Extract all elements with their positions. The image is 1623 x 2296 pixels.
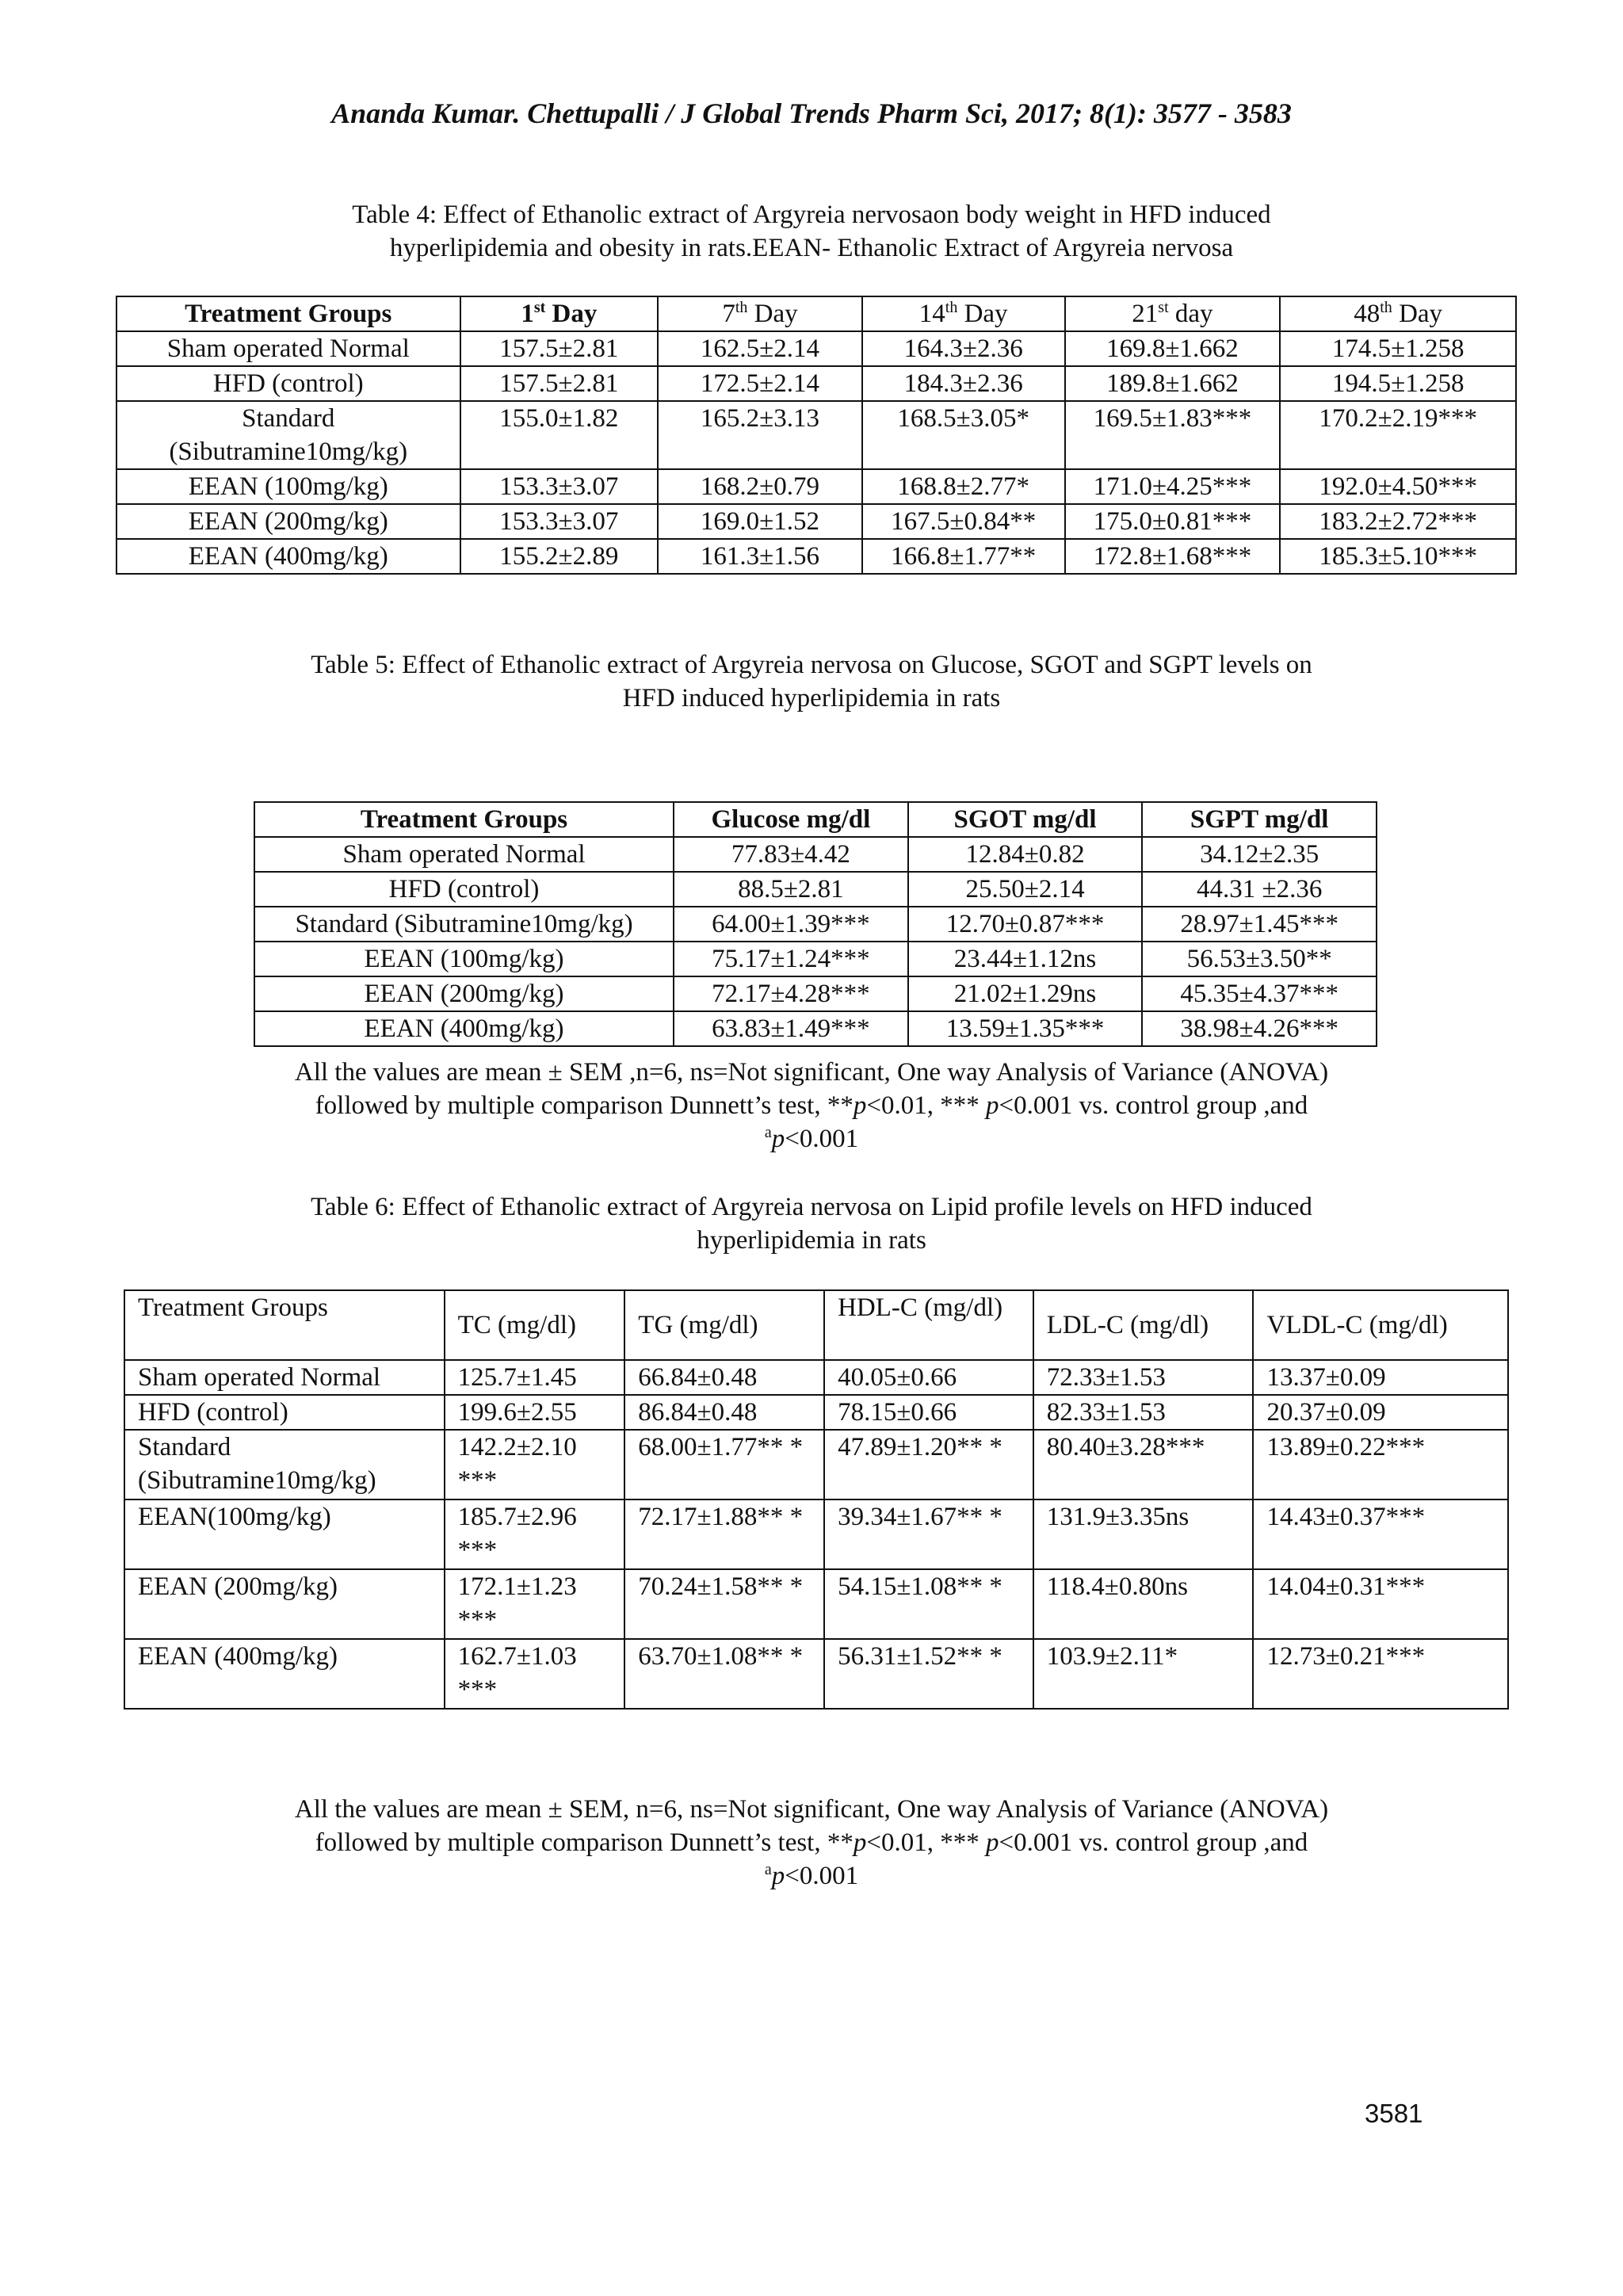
table6-cell: HFD (control)	[124, 1395, 445, 1430]
table4-cell: 189.8±1.662	[1065, 366, 1281, 401]
table5-cell: 25.50±2.14	[908, 872, 1143, 907]
table4-cell: 192.0±4.50***	[1280, 469, 1516, 504]
table5-cell: 72.17±4.28***	[674, 976, 908, 1011]
table4-header-cell: 21st day	[1065, 296, 1281, 331]
table6-cell: 63.70±1.08** *	[624, 1639, 824, 1709]
table6-cell: 72.17±1.88** *	[624, 1499, 824, 1569]
table5-header-cell: Glucose mg/dl	[674, 802, 908, 837]
table4-cell: 164.3±2.36	[862, 331, 1065, 366]
table4-caption-line: Table 4: Effect of Ethanolic extract of Argyreia nervosaon body weight in HFD induced	[352, 201, 1271, 229]
footnote-line: $^a$p<0.001	[764, 1861, 859, 1890]
table5-cell: HFD (control)	[254, 872, 674, 907]
table6-cell: 47.89±1.20** *	[824, 1430, 1033, 1499]
table5-cell: 28.97±1.45***	[1142, 907, 1377, 942]
table4-cell: 155.0±1.82	[460, 401, 659, 469]
table6-cell: 162.7±1.03 ***	[445, 1639, 625, 1709]
table4	[116, 296, 1517, 575]
table6-cell: 72.33±1.53	[1033, 1360, 1254, 1395]
table4-cell: 175.0±0.81***	[1065, 504, 1281, 539]
table4-caption	[0, 198, 1623, 265]
table6-cell: 20.37±0.09	[1253, 1395, 1508, 1430]
table6-cell: 70.24±1.58** *	[624, 1569, 824, 1639]
table6-cell: 56.31±1.52** *	[824, 1639, 1033, 1709]
table5-cell: 38.98±4.26***	[1142, 1011, 1377, 1046]
table4-cell: 165.2±3.13	[658, 401, 862, 469]
table5-footnote	[0, 1056, 1623, 1156]
table4-row	[116, 504, 1516, 539]
table5-row	[254, 976, 1377, 1011]
table5-cell: 63.83±1.49***	[674, 1011, 908, 1046]
table4-cell: Sham operated Normal	[116, 331, 460, 366]
table5-cell: 34.12±2.35	[1142, 837, 1377, 872]
footnote-line: All the values are mean ± SEM, n=6, ns=Not significant, One way Analysis of Variance (ANOVA)	[294, 1795, 1329, 1824]
table6-cell: EEAN (400mg/kg)	[124, 1639, 445, 1709]
table4-cell: 184.3±2.36	[862, 366, 1065, 401]
table6-cell: 131.9±3.35ns	[1033, 1499, 1254, 1569]
table5-cell: EEAN (400mg/kg)	[254, 1011, 674, 1046]
table6-header-cell: Treatment Groups	[124, 1290, 445, 1360]
table4-cell: 162.5±2.14	[658, 331, 862, 366]
table4-cell: 161.3±1.56	[658, 539, 862, 574]
table6-cell: 125.7±1.45	[445, 1360, 625, 1395]
footnote-line: followed by multiple comparison Dunnett’s test, **p<0.01, *** p<0.001 vs. control group ,and	[315, 1828, 1308, 1857]
footnote-line: followed by multiple comparison Dunnett’s test, **p<0.01, *** p<0.001 vs. control group ,and	[315, 1091, 1308, 1120]
table6-cell: 14.04±0.31***	[1253, 1569, 1508, 1639]
table4-cell: EEAN (400mg/kg)	[116, 539, 460, 574]
table6-cell: 78.15±0.66	[824, 1395, 1033, 1430]
table4-cell: 167.5±0.84**	[862, 504, 1065, 539]
table4-cell: 168.2±0.79	[658, 469, 862, 504]
table6-cell: 103.9±2.11*	[1033, 1639, 1254, 1709]
table6-cell: 13.89±0.22***	[1253, 1430, 1508, 1499]
table6-cell: 118.4±0.80ns	[1033, 1569, 1254, 1639]
table5-cell: 44.31 ±2.36	[1142, 872, 1377, 907]
table5-caption-line: Table 5: Effect of Ethanolic extract of Argyreia nervosa on Glucose, SGOT and SGPT levels on	[311, 651, 1312, 679]
table6-cell: 142.2±2.10 ***	[445, 1430, 625, 1499]
table4-cell: 171.0±4.25***	[1065, 469, 1281, 504]
table5-header-cell: Treatment Groups	[254, 802, 674, 837]
table4-header-cell: 48th Day	[1280, 296, 1516, 331]
table4-cell: 183.2±2.72***	[1280, 504, 1516, 539]
table6-cell: 86.84±0.48	[624, 1395, 824, 1430]
table5-header-cell: SGPT mg/dl	[1142, 802, 1377, 837]
table6-cell: 199.6±2.55	[445, 1395, 625, 1430]
table5-cell: 23.44±1.12ns	[908, 942, 1143, 976]
table5-cell: EEAN (200mg/kg)	[254, 976, 674, 1011]
table6-cell: 68.00±1.77** *	[624, 1430, 824, 1499]
table5-caption	[0, 648, 1623, 715]
table4-header-cell: Treatment Groups	[116, 296, 460, 331]
table4-row	[116, 539, 1516, 574]
table4-caption-line: hyperlipidemia and obesity in rats.EEAN- Ethanolic Extract of Argyreia nervosa	[389, 234, 1234, 262]
table6-cell: 39.34±1.67** *	[824, 1499, 1033, 1569]
table6-cell: 40.05±0.66	[824, 1360, 1033, 1395]
table4-cell: 157.5±2.81	[460, 366, 659, 401]
table4-row	[116, 366, 1516, 401]
table6-cell: Sham operated Normal	[124, 1360, 445, 1395]
table6-cell: 185.7±2.96 ***	[445, 1499, 625, 1569]
table6-cell: 172.1±1.23 ***	[445, 1569, 625, 1639]
table5-cell: Sham operated Normal	[254, 837, 674, 872]
table4-row	[116, 331, 1516, 366]
table6-row	[124, 1499, 1508, 1569]
table4-cell: 170.2±2.19***	[1280, 401, 1516, 469]
table5-cell: 88.5±2.81	[674, 872, 908, 907]
table4-cell: 169.8±1.662	[1065, 331, 1281, 366]
table6-cell: EEAN(100mg/kg)	[124, 1499, 445, 1569]
table4-cell: Standard (Sibutramine10mg/kg)	[116, 401, 460, 469]
table6-row	[124, 1430, 1508, 1499]
table4-cell: 172.8±1.68***	[1065, 539, 1281, 574]
table5-cell: 75.17±1.24***	[674, 942, 908, 976]
table4-cell: EEAN (100mg/kg)	[116, 469, 460, 504]
table6-row	[124, 1569, 1508, 1639]
table5-row	[254, 907, 1377, 942]
table4-cell: 168.8±2.77*	[862, 469, 1065, 504]
table6-cell: 82.33±1.53	[1033, 1395, 1254, 1430]
table6-header-cell: HDL-C (mg/dl)	[824, 1290, 1033, 1360]
table5-row	[254, 1011, 1377, 1046]
table5-cell: Standard (Sibutramine10mg/kg)	[254, 907, 674, 942]
table5	[254, 801, 1377, 1047]
table6-caption-line: Table 6: Effect of Ethanolic extract of Argyreia nervosa on Lipid profile levels on HFD induced	[311, 1193, 1312, 1221]
table4-cell: 169.5±1.83***	[1065, 401, 1281, 469]
table6-cell: 13.37±0.09	[1253, 1360, 1508, 1395]
table4-cell: 153.3±3.07	[460, 504, 659, 539]
table4-cell: 194.5±1.258	[1280, 366, 1516, 401]
table6-cell: 80.40±3.28***	[1033, 1430, 1254, 1499]
table4-cell: 185.3±5.10***	[1280, 539, 1516, 574]
table6-cell: EEAN (200mg/kg)	[124, 1569, 445, 1639]
table4-cell: 157.5±2.81	[460, 331, 659, 366]
table6	[124, 1289, 1509, 1710]
table6-footnote	[0, 1793, 1623, 1893]
table6-cell: 66.84±0.48	[624, 1360, 824, 1395]
table4-cell: 168.5±3.05*	[862, 401, 1065, 469]
table5-cell: 56.53±3.50**	[1142, 942, 1377, 976]
table6-header-cell: VLDL-C (mg/dl)	[1253, 1290, 1508, 1360]
page-number: 3581	[1365, 2099, 1423, 2128]
table6-caption	[0, 1190, 1623, 1257]
table5-cell: 21.02±1.29ns	[908, 976, 1143, 1011]
table4-cell: 172.5±2.14	[658, 366, 862, 401]
table6-cell: 14.43±0.37***	[1253, 1499, 1508, 1569]
table4-header-cell: 14th Day	[862, 296, 1065, 331]
table4-cell: EEAN (200mg/kg)	[116, 504, 460, 539]
table5-cell: 13.59±1.35***	[908, 1011, 1143, 1046]
table4-cell: 169.0±1.52	[658, 504, 862, 539]
table4-cell: 153.3±3.07	[460, 469, 659, 504]
table5-header-cell: SGOT mg/dl	[908, 802, 1143, 837]
table6-row	[124, 1639, 1508, 1709]
table6-row	[124, 1360, 1508, 1395]
table5-caption-line: HFD induced hyperlipidemia in rats	[622, 684, 1001, 712]
table6-cell: Standard (Sibutramine10mg/kg)	[124, 1430, 445, 1499]
table6-header-row	[124, 1290, 1508, 1360]
table6-header-cell: TC (mg/dl)	[445, 1290, 625, 1360]
table4-cell: 166.8±1.77**	[862, 539, 1065, 574]
table5-cell: 77.83±4.42	[674, 837, 908, 872]
table4-cell: 155.2±2.89	[460, 539, 659, 574]
table4-cell: 174.5±1.258	[1280, 331, 1516, 366]
table6-header-cell: LDL-C (mg/dl)	[1033, 1290, 1254, 1360]
table5-cell: 45.35±4.37***	[1142, 976, 1377, 1011]
running-header: Ananda Kumar. Chettupalli / J Global Trends Pharm Sci, 2017; 8(1): 3577 - 3583	[331, 97, 1292, 129]
table5-cell: 12.84±0.82	[908, 837, 1143, 872]
table6-cell: 12.73±0.21***	[1253, 1639, 1508, 1709]
footnote-line: All the values are mean ± SEM ,n=6, ns=Not significant, One way Analysis of Variance (ANOVA)	[294, 1058, 1329, 1087]
footnote-line: $^a$p<0.001	[764, 1124, 859, 1153]
table5-header-row	[254, 802, 1377, 837]
table5-row	[254, 942, 1377, 976]
table4-cell: HFD (control)	[116, 366, 460, 401]
table4-row	[116, 401, 1516, 469]
table4-header-cell: 7th Day	[658, 296, 862, 331]
table6-caption-line: hyperlipidemia in rats	[697, 1226, 926, 1255]
table5-row	[254, 837, 1377, 872]
table5-cell: 64.00±1.39***	[674, 907, 908, 942]
table6-cell: 54.15±1.08** *	[824, 1569, 1033, 1639]
table4-row	[116, 469, 1516, 504]
table5-row	[254, 872, 1377, 907]
table6-header-cell: TG (mg/dl)	[624, 1290, 824, 1360]
table5-cell: EEAN (100mg/kg)	[254, 942, 674, 976]
table4-header-row	[116, 296, 1516, 331]
table5-cell: 12.70±0.87***	[908, 907, 1143, 942]
table6-row	[124, 1395, 1508, 1430]
table4-header-cell: 1st Day	[460, 296, 659, 331]
